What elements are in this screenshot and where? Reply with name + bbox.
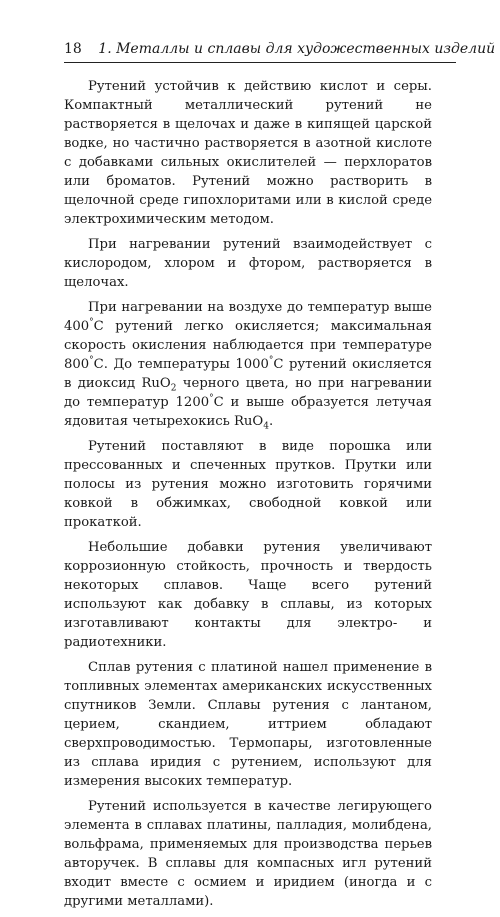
paragraph-4: Рутений поставляют в виде порошка или прессованных и спеченных прутков. Прутки или полосы из рутения можно изготовить горячими ковкой в обжимках, свободной ковкой или прокаткой. (64, 439, 432, 530)
paragraph-1: Рутений устойчив к действию кислот и серы. Компактный металлический рутений не растворяется в щелочах и даже в кипящей царской водке, но частично растворяется в азотной кислоте с добавками сильных окислителей — перхлоратов или броматов. Рутений можно растворить в щелочной среде гипохлоритами или в кислой среде электрохимическим методом. (64, 79, 432, 227)
subscript: 4 (263, 421, 269, 432)
degree-sign: ° (268, 355, 274, 366)
chapter-title: 1. Металлы и сплавы для художественных изделий (98, 41, 496, 57)
running-head (64, 40, 496, 58)
degree-sign: ° (89, 355, 94, 366)
page-number: 18 (64, 41, 82, 57)
paragraph-2: При нагревании рутений взаимодействует с кислородом, хлором и фтором, растворяется в щелочах. (64, 237, 432, 290)
text-run: С. До температуры 1000 (93, 357, 269, 372)
text-run: При нагревании на воздухе до температур выше 400 (64, 300, 432, 334)
body-text (64, 77, 432, 917)
paragraph-6: Сплав рутения с платиной нашел применение в топливных элементах американских искусственных спутников Земли. Сплавы рутения с лантаном, церием, скандием, иттрием обладают сверхпроводимостью. Термопары, изготовленные из сплава иридия с рутением, используют для измерения высоких температур. (64, 660, 432, 789)
paragraph-7: Рутений используется в качестве легирующего элемента в сплавах платины, палладия, молибдена, вольфрама, применяемых для производства перьев авторучек. В сплавы для компасных игл рутений входит вместе с осмием и иридием (иногда и с другими металлами). (64, 799, 432, 909)
text-run: . (268, 414, 274, 429)
text-run: С рутений окисляется в диоксид RuO (64, 357, 432, 391)
text-run: черного цвета, но при нагревании до температур 1200 (64, 376, 432, 410)
subscript: 2 (170, 383, 177, 394)
paragraph-5: Небольшие добавки рутения увеличивают коррозионную стойкость, прочность и твердость некоторых сплавов. Чаще всего рутений используют как добавку в сплавы, из которых изготавливают контакты для электро- и радиотехники. (64, 540, 432, 650)
text-run: С и выше образуется летучая ядовитая четырехокись RuO (64, 395, 432, 429)
header-rule (64, 62, 456, 63)
degree-sign: ° (89, 317, 94, 328)
paragraph-3 (64, 298, 432, 431)
text-run: С рутений легко окисляется; максимальная скорость окисления наблюдается при температуре 800 (64, 319, 432, 372)
degree-sign: ° (209, 393, 214, 404)
